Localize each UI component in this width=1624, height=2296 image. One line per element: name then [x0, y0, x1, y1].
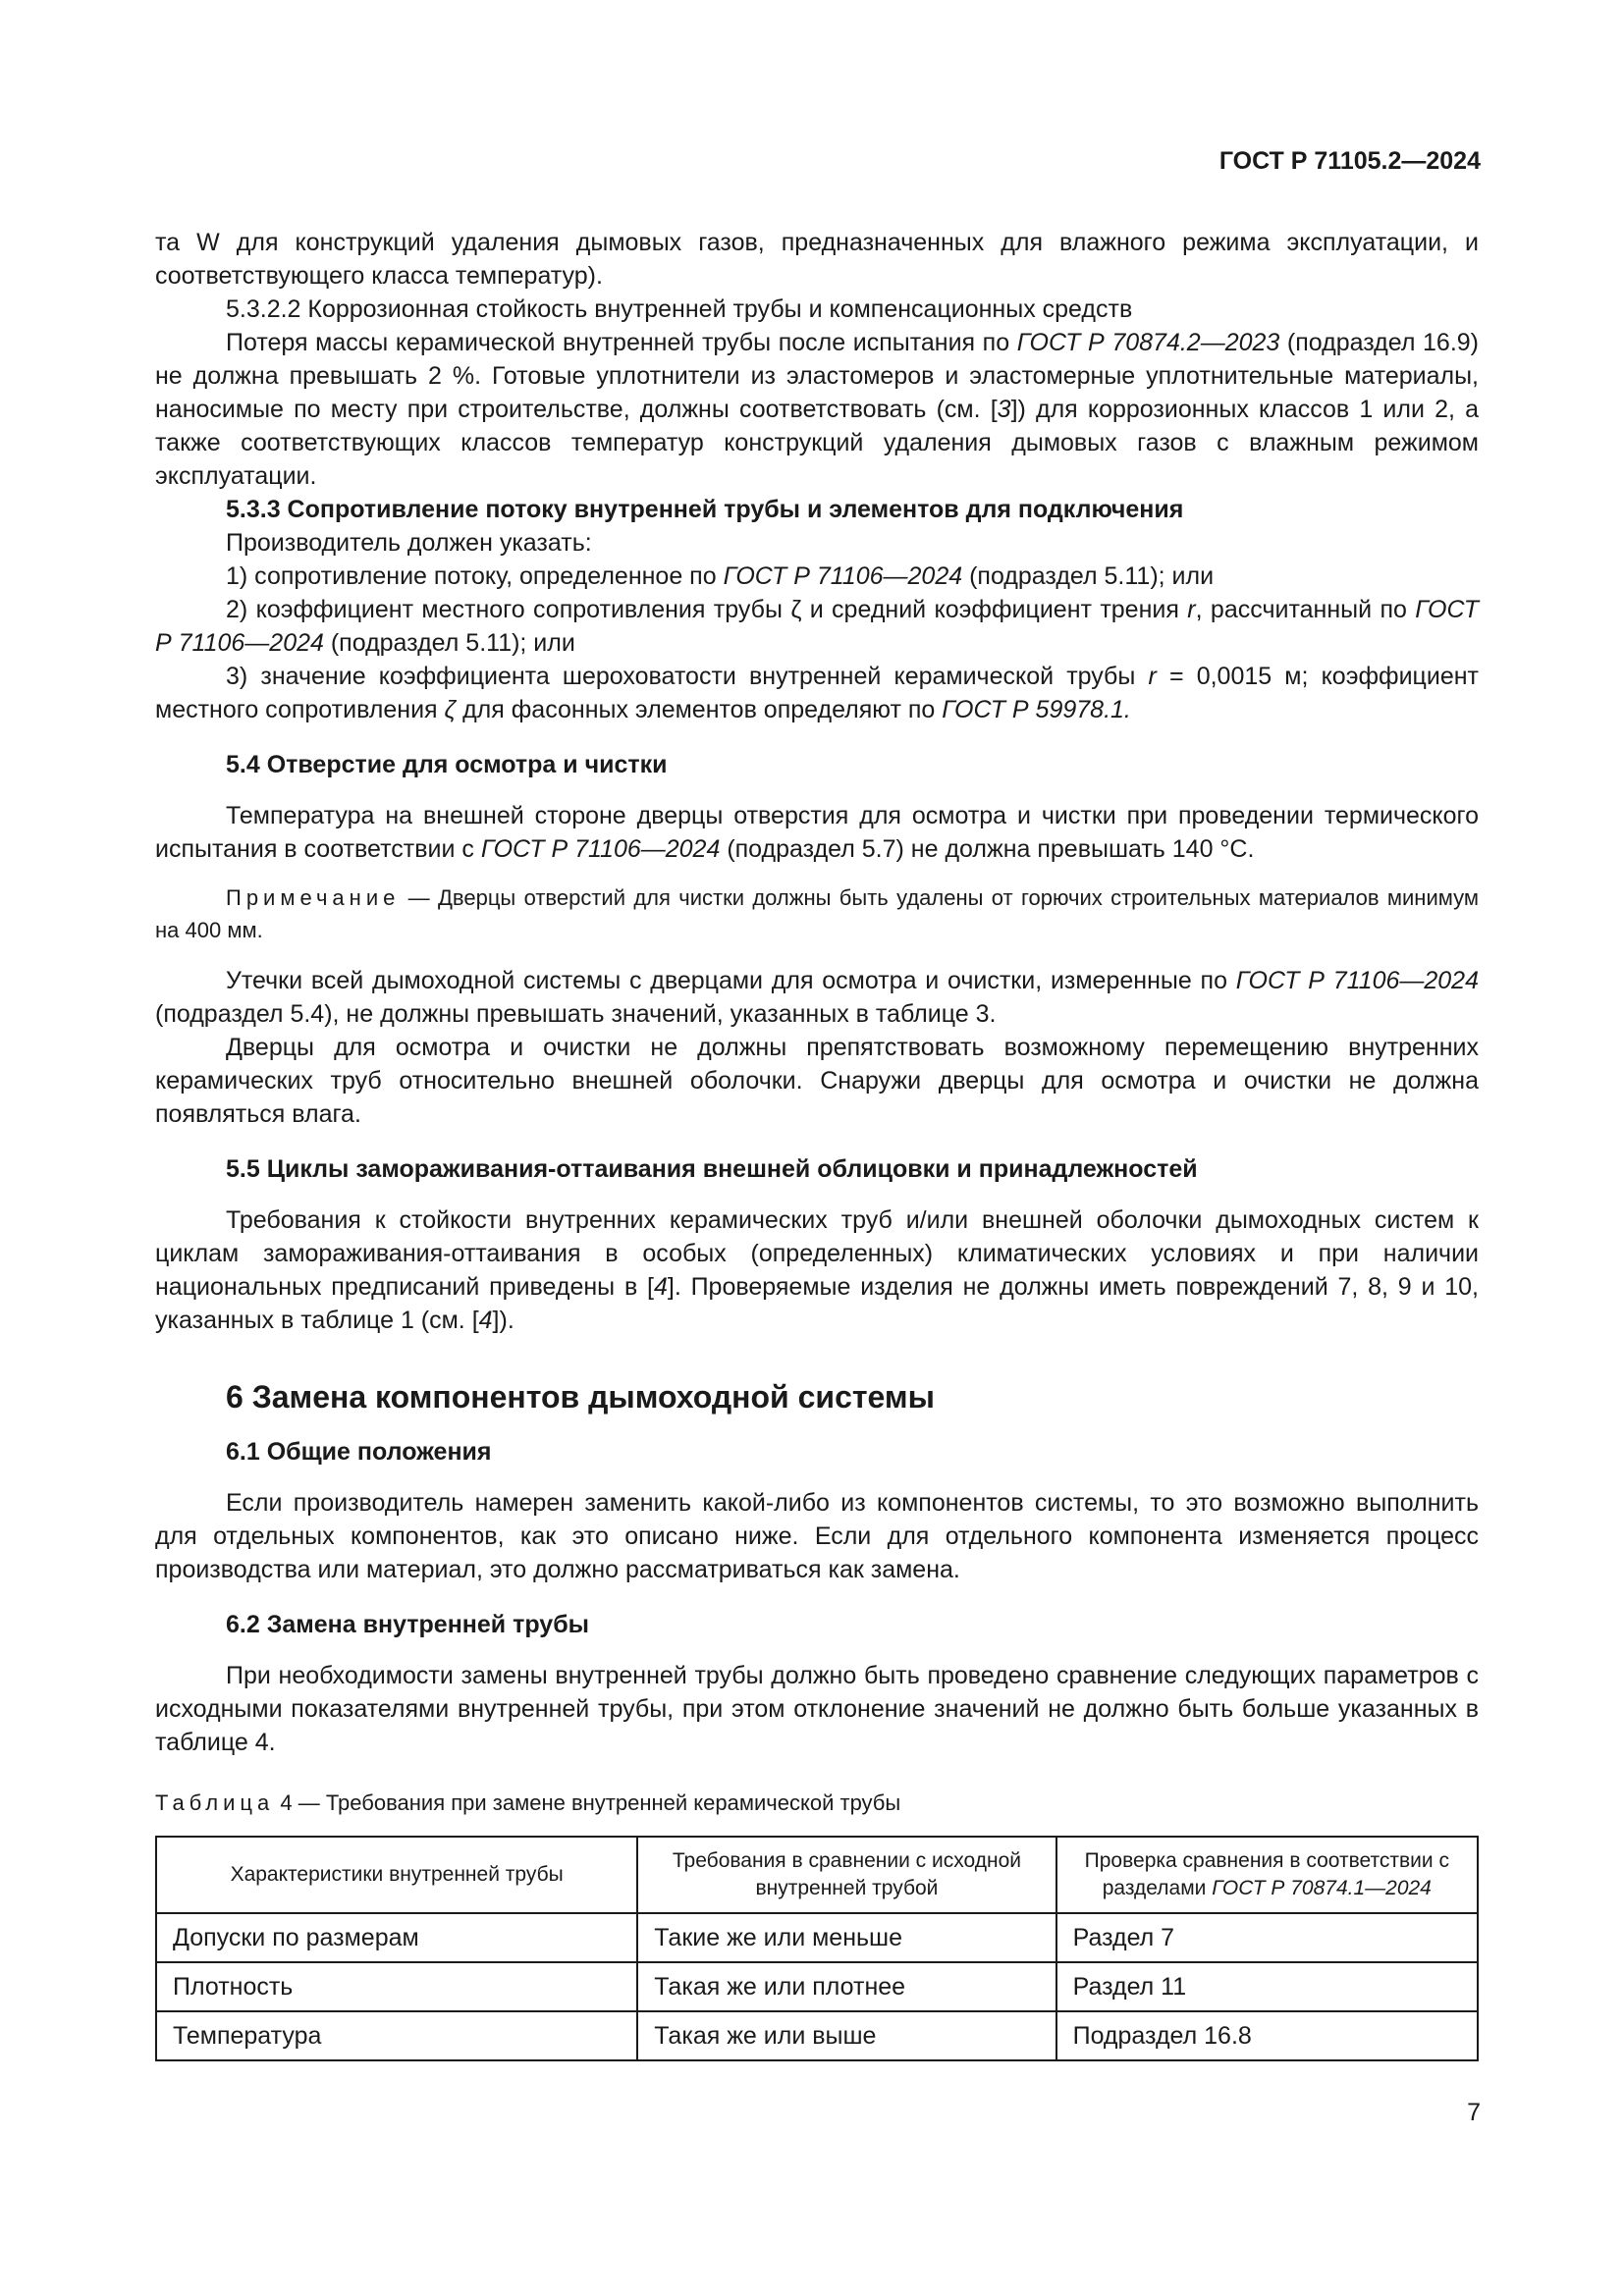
paragraph-6-1: Если производитель намерен заменить какой-либо из компонентов системы, то это возможно выполнить для отдельных компонентов, как это описано ниже. Если для отдельного компонента изменяется процесс производства или материал, это должно рассматриваться как замена. [155, 1489, 1479, 1583]
standard-reference: ГОСТ Р 71106—2024 [480, 835, 721, 863]
requirements-table [155, 1836, 1479, 2061]
table-header-cell: Проверка сравнения в соответствии с разделами ГОСТ Р 70874.1—2024 [1056, 1837, 1478, 1913]
subsection-title-5-3-2-2: 5.3.2.2 Коррозионная стойкость внутренней трубы и компенсационных средств [226, 295, 1133, 323]
table-caption: Таблица 4 — Требования при замене внутренней керамической трубы [155, 1790, 901, 1815]
table-header-cell: Требования в сравнении с исходной внутренней трубой [637, 1837, 1056, 1913]
list-item-3: 3) значение коэффициента шероховатости внутренней керамической трубы r = 0,0015 м; коэффициент местного сопротивления ζ для фасонных элементов определяют по ГОСТ Р 59978.1. [155, 663, 1480, 723]
list-item-2: 2) коэффициент местного сопротивления трубы ζ и средний коэффициент трения r, рассчитанный по ГОСТ Р 71106—2024 (подраздел 5.11); или [155, 596, 1479, 657]
table-header-cell: Характеристики внутренней трубы [156, 1837, 637, 1913]
chapter-title-6: 6 Замена компонентов дымоходной системы [226, 1379, 935, 1415]
table-cell: Температура [156, 2011, 637, 2060]
table-cell: Такая же или плотнее [637, 1962, 1056, 2011]
standard-reference: ГОСТ Р 71106—2024 [1235, 967, 1479, 994]
subsection-title-5-3-3: 5.3.3 Сопротивление потоку внутренней трубы и элементов для подключения [226, 496, 1184, 523]
section-title-5-4: 5.4 Отверстие для осмотра и чистки [226, 751, 668, 778]
paragraph-5-3-2-2: Потеря массы керамической внутренней трубы после испытания по ГОСТ Р 70874.2—2023 (подраздел 16.9) не должна превышать 2 %. Готовые уплотнители из эластомеров и эластомерные уплотнительные материалы, наносимые по месту при строительстве, должны соответствовать (см. [3]) для коррозионных классов 1 или 2, а также соответствующих классов температур конструкций удаления дымовых газов с влажным режимом эксплуатации. [155, 329, 1479, 490]
table-cell: Раздел 7 [1056, 1913, 1478, 1962]
paragraph-5-4-1: Температура на внешней стороне дверцы отверстия для осмотра и чистки при проведении термического испытания в соответствии с ГОСТ Р 71106—2024 (подраздел 5.7) не должна превышать 140 °С. [155, 802, 1479, 863]
paragraph-5-5: Требования к стойкости внутренних керамических труб и/или внешней оболочки дымоходных систем к циклам замораживания-оттаивания в особых (определенных) климатических условиях и при наличии национальных предписаний приведены в [4]. Проверяемые изделия не должны иметь повреждений 7, 8, 9 и 10, указанных в таблице 1 (см. [4]). [155, 1206, 1479, 1334]
paragraph-5-4-3: Дверцы для осмотра и очистки не должны препятствовать возможному перемещению внутренних керамических труб относительно внешней оболочки. Снаружи дверцы для осмотра и очистки не должна появляться влага. [155, 1034, 1479, 1128]
standard-reference: ГОСТ Р 71106—2024 [723, 562, 963, 590]
table-row [156, 2011, 1478, 2060]
table-cell: Такая же или выше [637, 2011, 1056, 2060]
paragraph-6-2: При необходимости замены внутренней трубы должно быть проведено сравнение следующих параметров с исходными показателями внутренней трубы, при этом отклонение значений не должно быть больше указанных в таблице 4. [155, 1662, 1479, 1756]
page-number: 7 [1467, 2099, 1481, 2126]
section-title-5-5: 5.5 Циклы замораживания-оттаивания внешней облицовки и принадлежностей [226, 1155, 1198, 1183]
document-header-id: ГОСТ Р 71105.2—2024 [1218, 147, 1481, 175]
table-cell: Раздел 11 [1056, 1962, 1478, 2011]
table-row [156, 1913, 1478, 1962]
table-cell: Допуски по размерам [156, 1913, 637, 1962]
note-label: Примечание [226, 885, 401, 910]
table-cell: Плотность [156, 1962, 637, 2011]
table-cell: Такие же или меньше [637, 1913, 1056, 1962]
paragraph-5-3-3-intro: Производитель должен указать: [226, 529, 592, 557]
table-cell: Подраздел 16.8 [1056, 2011, 1478, 2060]
note: Примечание — Дверцы отверстий для чистки должны быть удалены от горючих строительных материалов минимум на 400 мм. [155, 885, 1479, 942]
standard-reference: ГОСТ Р 71106—2024 [155, 596, 1479, 657]
table-row [156, 1962, 1478, 2011]
paragraph-5-4-2: Утечки всей дымоходной системы с дверцами для осмотра и очистки, измеренные по ГОСТ Р 71106—2024 (подраздел 5.4), не должны превышать значений, указанных в таблице 3. [155, 967, 1479, 1028]
standard-reference: ГОСТ Р 70874.2—2023 [1016, 329, 1280, 356]
table-header-row [156, 1837, 1478, 1913]
standard-reference: ГОСТ Р 59978.1. [942, 696, 1131, 723]
bibliography-reference: 3 [997, 396, 1011, 423]
document-body [155, 226, 1479, 2061]
section-title-6-1: 6.1 Общие положения [226, 1438, 492, 1466]
section-title-6-2: 6.2 Замена внутренней трубы [226, 1611, 590, 1638]
paragraph-continuation: та W для конструкций удаления дымовых газов, предназначенных для влажного режима эксплуатации, и соответствующего класса температур). [155, 229, 1479, 290]
list-item-1: 1) сопротивление потоку, определенное по ГОСТ Р 71106—2024 (подраздел 5.11); или [226, 562, 1215, 590]
